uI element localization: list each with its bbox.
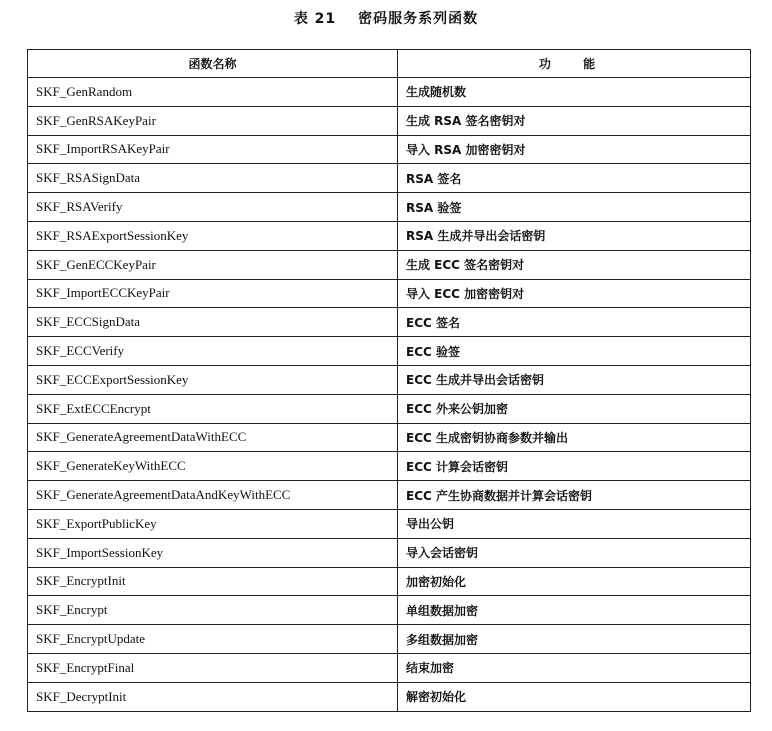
function-name-cell: SKF_ImportRSAKeyPair bbox=[28, 135, 398, 164]
function-name-cell: SKF_RSASignData bbox=[28, 164, 398, 193]
table-row bbox=[28, 481, 751, 510]
table-title: 密码服务系列函数 bbox=[358, 11, 479, 27]
table-row bbox=[28, 135, 751, 164]
function-name-cell: SKF_Encrypt bbox=[28, 596, 398, 625]
function-description-cell: ECC 生成并导出会话密钥 bbox=[398, 365, 751, 394]
function-name-cell: SKF_RSAExportSessionKey bbox=[28, 221, 398, 250]
function-description-cell: 导入 ECC 加密密钥对 bbox=[398, 279, 751, 308]
function-description-cell: 生成 ECC 签名密钥对 bbox=[398, 250, 751, 279]
table-row bbox=[28, 279, 751, 308]
function-description-cell: 导出公钥 bbox=[398, 509, 751, 538]
header-function: 功 能 bbox=[398, 50, 751, 78]
function-description-cell: 解密初始化 bbox=[398, 682, 751, 711]
table-number: 表 21 bbox=[293, 11, 337, 27]
table-body bbox=[28, 78, 751, 712]
function-name-cell: SKF_GenRandom bbox=[28, 78, 398, 107]
table-row bbox=[28, 106, 751, 135]
function-name-cell: SKF_GenECCKeyPair bbox=[28, 250, 398, 279]
function-description-cell: 多组数据加密 bbox=[398, 625, 751, 654]
function-description-cell: ECC 产生协商数据并计算会话密钥 bbox=[398, 481, 751, 510]
table-row bbox=[28, 596, 751, 625]
function-description-cell: 生成随机数 bbox=[398, 78, 751, 107]
function-description-cell: RSA 验签 bbox=[398, 193, 751, 222]
function-name-cell: SKF_ImportSessionKey bbox=[28, 538, 398, 567]
function-name-cell: SKF_ECCSignData bbox=[28, 308, 398, 337]
function-name-cell: SKF_ECCExportSessionKey bbox=[28, 365, 398, 394]
table-row bbox=[28, 509, 751, 538]
table-row bbox=[28, 394, 751, 423]
table-row bbox=[28, 653, 751, 682]
table-row bbox=[28, 308, 751, 337]
function-description-cell: RSA 生成并导出会话密钥 bbox=[398, 221, 751, 250]
table-row bbox=[28, 538, 751, 567]
function-name-cell: SKF_EncryptFinal bbox=[28, 653, 398, 682]
function-description-cell: 单组数据加密 bbox=[398, 596, 751, 625]
table-row bbox=[28, 682, 751, 711]
table-row bbox=[28, 423, 751, 452]
table-row bbox=[28, 193, 751, 222]
table-row bbox=[28, 164, 751, 193]
function-name-cell: SKF_EncryptUpdate bbox=[28, 625, 398, 654]
table-row bbox=[28, 625, 751, 654]
function-description-cell: ECC 签名 bbox=[398, 308, 751, 337]
function-name-cell: SKF_GenerateAgreementDataWithECC bbox=[28, 423, 398, 452]
function-description-cell: 生成 RSA 签名密钥对 bbox=[398, 106, 751, 135]
table-row bbox=[28, 250, 751, 279]
table-row bbox=[28, 221, 751, 250]
function-name-cell: SKF_GenerateKeyWithECC bbox=[28, 452, 398, 481]
function-name-cell: SKF_ExportPublicKey bbox=[28, 509, 398, 538]
table-row bbox=[28, 365, 751, 394]
function-name-cell: SKF_GenerateAgreementDataAndKeyWithECC bbox=[28, 481, 398, 510]
function-description-cell: ECC 外来公钥加密 bbox=[398, 394, 751, 423]
function-name-cell: SKF_ImportECCKeyPair bbox=[28, 279, 398, 308]
table-row bbox=[28, 337, 751, 366]
crypto-functions-table bbox=[27, 49, 751, 712]
function-description-cell: 加密初始化 bbox=[398, 567, 751, 596]
function-description-cell: 结束加密 bbox=[398, 653, 751, 682]
table-row bbox=[28, 78, 751, 107]
function-name-cell: SKF_RSAVerify bbox=[28, 193, 398, 222]
header-row bbox=[28, 50, 751, 78]
function-name-cell: SKF_ECCVerify bbox=[28, 337, 398, 366]
function-name-cell: SKF_DecryptInit bbox=[28, 682, 398, 711]
table-row bbox=[28, 452, 751, 481]
function-name-cell: SKF_EncryptInit bbox=[28, 567, 398, 596]
function-description-cell: ECC 生成密钥协商参数并输出 bbox=[398, 423, 751, 452]
function-description-cell: ECC 验签 bbox=[398, 337, 751, 366]
table-row bbox=[28, 567, 751, 596]
header-function-name: 函数名称 bbox=[28, 50, 398, 78]
table-caption bbox=[0, 8, 772, 28]
function-description-cell: ECC 计算会话密钥 bbox=[398, 452, 751, 481]
function-description-cell: RSA 签名 bbox=[398, 164, 751, 193]
function-description-cell: 导入会话密钥 bbox=[398, 538, 751, 567]
function-name-cell: SKF_GenRSAKeyPair bbox=[28, 106, 398, 135]
function-name-cell: SKF_ExtECCEncrypt bbox=[28, 394, 398, 423]
function-description-cell: 导入 RSA 加密密钥对 bbox=[398, 135, 751, 164]
